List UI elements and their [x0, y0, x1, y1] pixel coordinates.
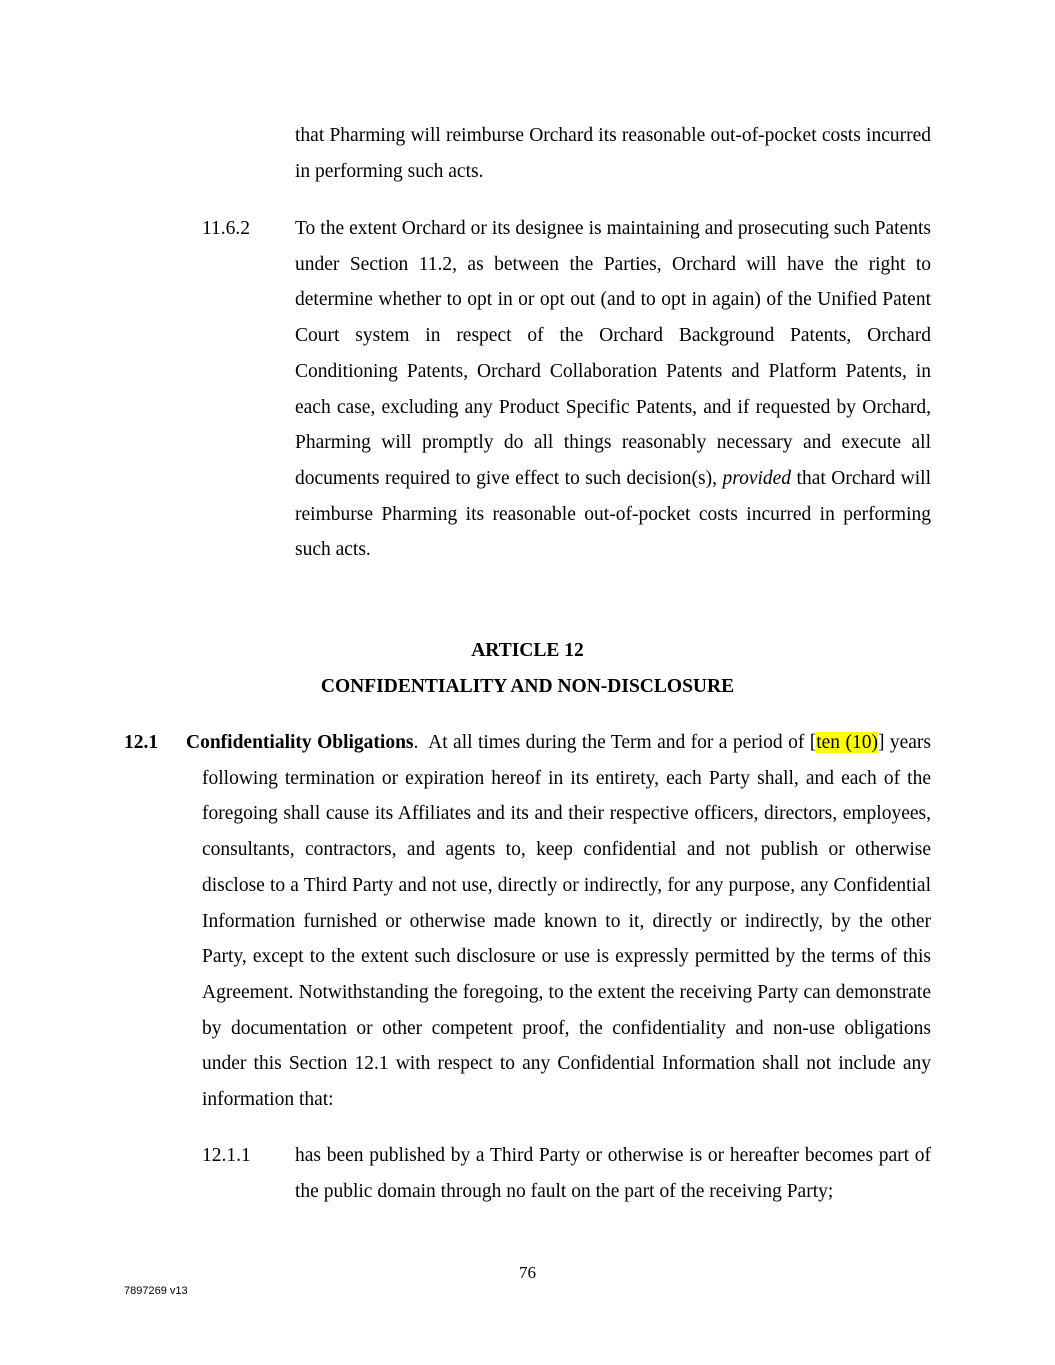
section-11-6-2-text-b: that Orchard will reimburse Pharming its reasonable out-of-pocket costs incurred in performing such acts.	[295, 467, 931, 561]
section-12-1-text-a: At all times during the Term and for a period of [	[418, 732, 817, 753]
section-number-12-1-1: 12.1.1	[202, 1145, 251, 1166]
section-11-6-2-paragraph	[295, 211, 931, 568]
section-12-1-heading-period: .	[413, 732, 419, 753]
section-11-6-2-text-a: To the extent Orchard or its designee is maintaining and prosecuting such Patents under Section 11.2, as between the Parties, Orchard will have the right to determine whether to opt in or opt out (and to opt in again) of the Unified Patent Court system in respect of the Orchard Background Patents, Orchard Conditioning Patents, Orchard Collaboration Patents and Platform Patents, in each case, excluding any Product Specific Patents, and if requested by Orchard, Pharming will promptly do all things reasonably necessary and execute all documents required to give effect to such decision(s),	[295, 218, 931, 489]
section-number-11-6-2: 11.6.2	[202, 218, 251, 239]
article-subtitle: CONFIDENTIALITY AND NON-DISCLOSURE	[320, 676, 735, 697]
section-12-1-heading: Confidentiality Obligations	[186, 732, 414, 753]
section-11-6-2-italic: provided	[722, 467, 792, 489]
section-number-12-1: 12.1	[124, 732, 159, 753]
article-title: ARTICLE 12	[471, 640, 584, 661]
section-12-1-paragraph	[186, 725, 931, 1118]
section-12-1-1-paragraph: has been published by a Third Party or otherwise is or hereafter becomes part of the public domain through no fault on the part of the receiving Party;	[295, 1145, 931, 1202]
continuation-paragraph: that Pharming will reimburse Orchard its reasonable out-of-pocket costs incurred in performing such acts.	[295, 125, 931, 182]
section-12-1-text-b: ] years following termination or expiration hereof in its entirety, each Party shall, and each of the foregoing shall cause its Affiliates and its and their respective officers, directors, employees, consultants, contractors, and agents to, keep confidential and not publish or otherwise disclose to a Third Party and not use, directly or indirectly, for any purpose, any Confidential Information furnished or otherwise made known to it, directly or indirectly, by the other Party, except to the extent such disclosure or use is expressly permitted by the terms of this Agreement. Notwithstanding the foregoing, to the extent the receiving Party can demonstrate by documentation or other competent proof, the confidentiality and non-use obligations under this Section 12.1 with respect to any Confidential Information shall not include any information that:	[202, 732, 931, 1111]
page-number: 76	[519, 1263, 536, 1282]
highlighted-term: ten (10)	[816, 732, 878, 753]
document-id: 7897269 v13	[124, 1285, 188, 1297]
